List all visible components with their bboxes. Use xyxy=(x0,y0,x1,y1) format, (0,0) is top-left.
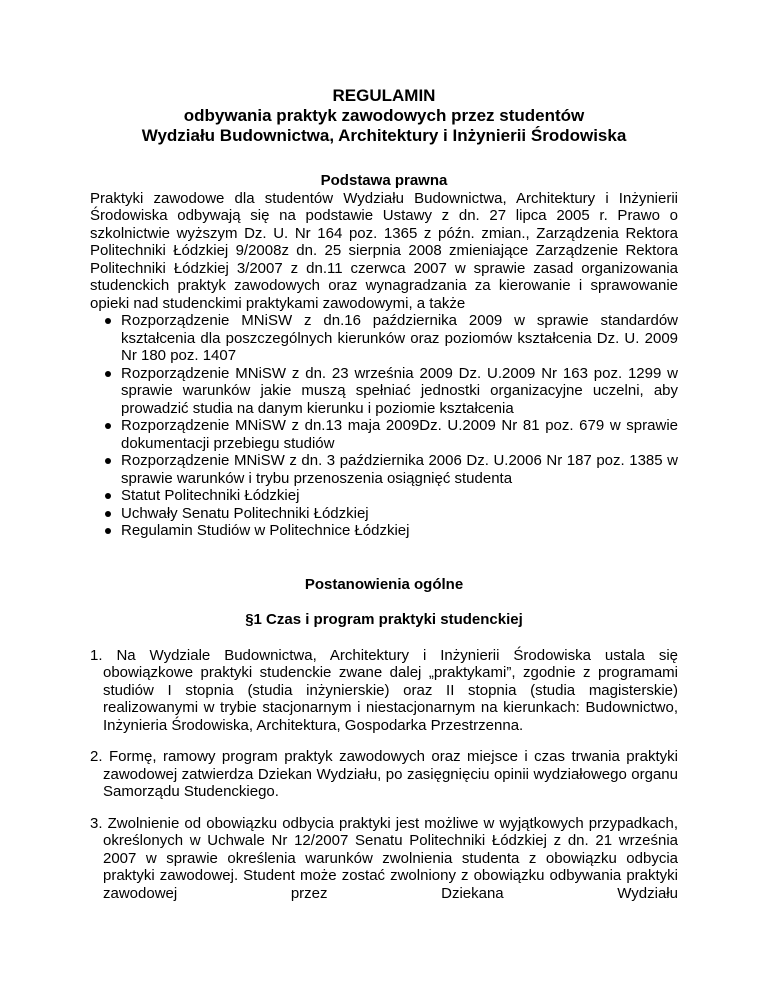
title-line-1: REGULAMIN xyxy=(332,86,436,105)
bullet-icon xyxy=(105,458,111,464)
legal-basis-section xyxy=(90,172,678,540)
list-item: Rozporządzenie MNiSW z dn.13 maja 2009Dz. U.2009 Nr 81 poz. 679 w sprawie dokumentacji przebiegu studiów xyxy=(90,417,678,452)
title-line-3: Wydziału Budownictwa, Architektury i Inżynierii Środowiska xyxy=(141,126,627,145)
section-1-heading: §1 Czas i program praktyki studenckiej xyxy=(245,611,523,628)
general-provisions-heading: Postanowienia ogólne xyxy=(304,575,464,593)
bullet-icon xyxy=(105,371,111,377)
bullet-icon xyxy=(105,528,111,534)
list-item: Regulamin Studiów w Politechnice Łódzkiej xyxy=(90,522,678,540)
section-1-points xyxy=(90,647,678,903)
bullet-icon xyxy=(105,318,111,324)
legal-basis-heading: Podstawa prawna xyxy=(320,172,448,189)
list-item: 1. Na Wydziale Budownictwa, Architektury i Inżynierii Środowiska ustala się obowiązkowe praktyki studenckie zwane dalej „praktykami”, zgodnie z programami studiów I stopnia (studia inżynierskie) oraz II stopnia (studia magisterskie) realizowanymi w trybie stacjonarnym i niestacjonarnym na kierunkach: Budownictwo, Inżynieria Środowiska, Architektura, Gospodarka Przestrzenna. xyxy=(90,646,678,734)
list-item: 2. Formę, ramowy program praktyk zawodowych oraz miejsce i czas trwania praktyki zawodowej zatwierdza Dziekan Wydziału, po zasięgnięciu opinii wydziałowego organu Samorządu Studenckiego. xyxy=(90,748,678,800)
bullet-icon xyxy=(105,511,111,517)
general-provisions-section xyxy=(90,576,678,903)
list-item: Rozporządzenie MNiSW z dn. 3 października 2006 Dz. U.2006 Nr 187 poz. 1385 w sprawie warunków i trybu przenoszenia osiągnięć studenta xyxy=(90,452,678,487)
legal-basis-list xyxy=(90,312,678,540)
bullet-icon xyxy=(105,493,111,499)
title-line-2: odbywania praktyk zawodowych przez studentów xyxy=(183,106,585,125)
document-title xyxy=(90,86,678,146)
list-item: Uchwały Senatu Politechniki Łódzkiej xyxy=(90,505,678,523)
list-item: Statut Politechniki Łódzkiej xyxy=(90,487,678,505)
list-item: 3. Zwolnienie od obowiązku odbycia praktyki jest możliwe w wyjątkowych przypadkach, określonych w Uchwale Nr 12/2007 Senatu Politechniki Łódzkiej z dn. 21 września 2007 w sprawie określenia warunków zwolnienia studenta z obowiązku odbycia praktyki zawodowej. Student może zostać zwolniony z obowiązku odbywania praktyki zawodowej przez Dziekana Wydziału xyxy=(90,814,678,902)
list-item: Rozporządzenie MNiSW z dn.16 października 2009 w sprawie standardów kształcenia dla poszczególnych kierunków oraz poziomów kształcenia Dz. U. 2009 Nr 180 poz. 1407 xyxy=(90,312,678,365)
bullet-icon xyxy=(105,423,111,429)
legal-basis-intro: Praktyki zawodowe dla studentów Wydziału Budownictwa, Architektury i Inżynierii Środowiska odbywają się na podstawie Ustawy z dn. 27 lipca 2005 r. Prawo o szkolnictwie wyższym Dz. U. Nr 164 poz. 1365 z późn. zmian., Zarządzenia Rektora Politechniki Łódzkiej 9/2008z dn. 25 sierpnia 2008 zmieniające Zarządzenie Rektora Politechniki Łódzkiej 3/2007 z dn.11 czerwca 2007 w sprawie zasad organizowania studenckich praktyk zawodowych oraz wynagradzania za kierowanie i sprawowanie opieki nad studenckimi praktykami zawodowymi, a także xyxy=(90,189,678,312)
list-item: Rozporządzenie MNiSW z dn. 23 września 2009 Dz. U.2009 Nr 163 poz. 1299 w sprawie warunków jakie muszą spełniać jednostki organizacyjne uczelni, aby prowadzić studia na danym kierunku i poziomie kształcenia xyxy=(90,365,678,418)
